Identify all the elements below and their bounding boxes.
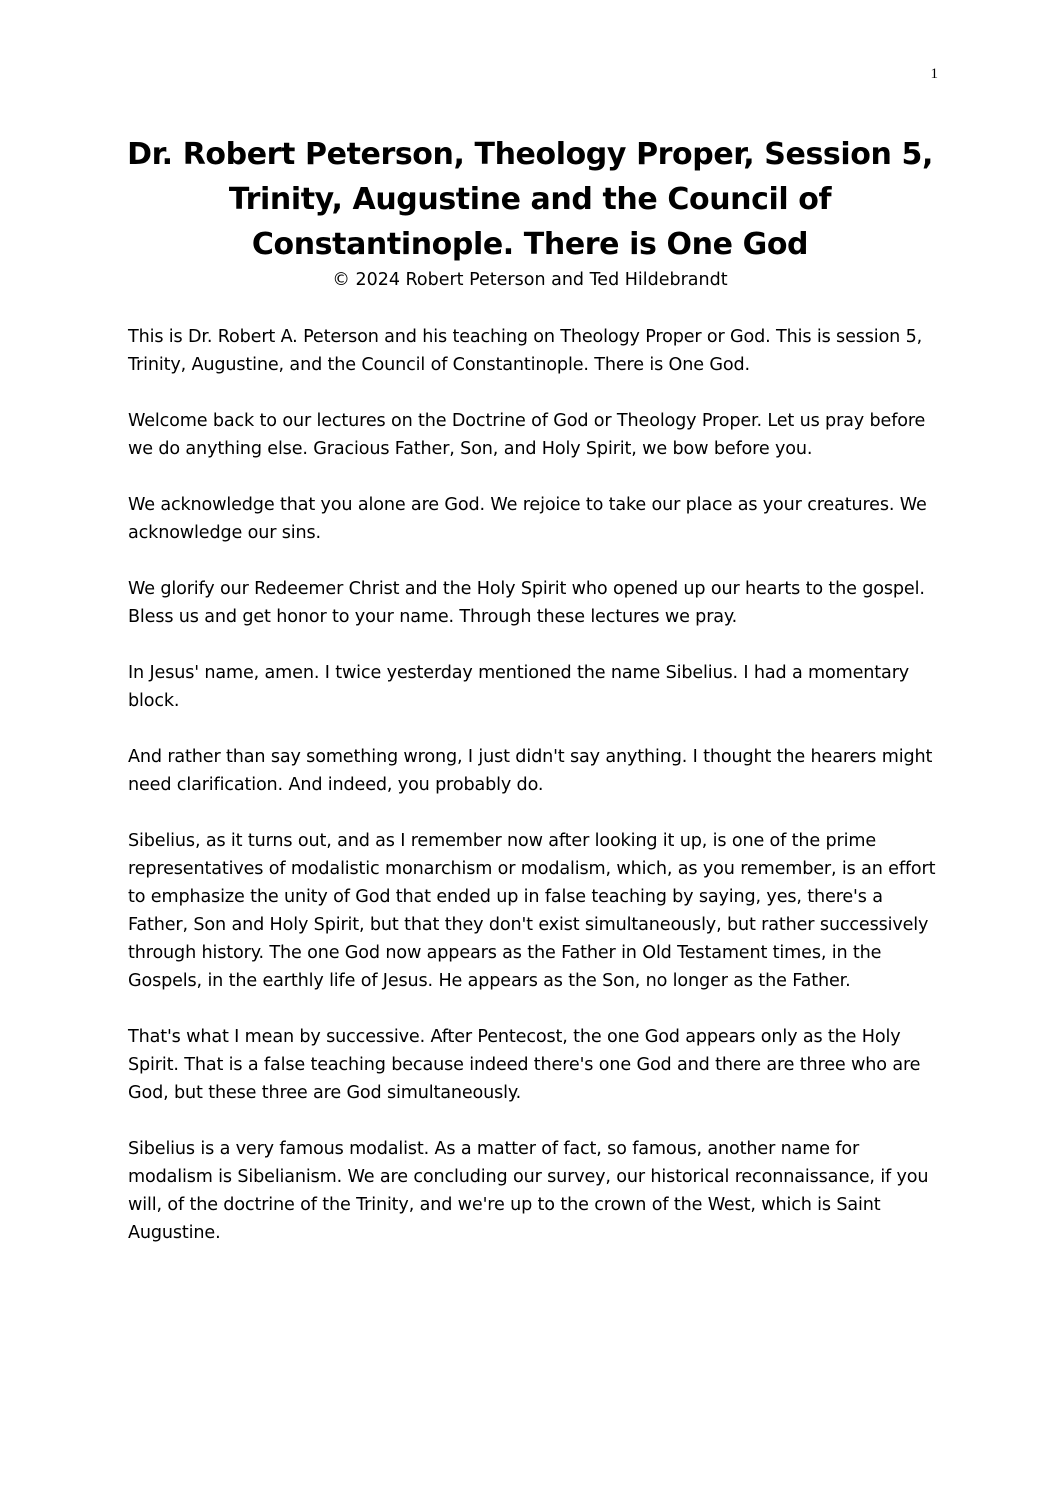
paragraph: This is Dr. Robert A. Peterson and his teaching on Theology Proper or God. This is session 5, Trinity, Augustine, and the Council of Constantinople. There is One God.: [128, 327, 923, 375]
body-text: [128, 323, 938, 1275]
title-block: [100, 132, 960, 293]
page-number: 1: [930, 66, 938, 82]
title-line: Dr. Robert Peterson, Theology Proper, Session 5,: [127, 137, 933, 172]
title-line: Constantinople. There is One God: [251, 227, 809, 262]
paragraph: Welcome back to our lectures on the Doctrine of God or Theology Proper. Let us pray before we do anything else. Gracious Father, Son, and Holy Spirit, we bow before you.: [128, 411, 926, 459]
paragraph: And rather than say something wrong, I just didn't say anything. I thought the hearers might need clarification. And indeed, you probably do.: [128, 747, 933, 795]
title-line: Trinity, Augustine and the Council of: [228, 182, 832, 217]
paragraph: Sibelius is a very famous modalist. As a matter of fact, so famous, another name for modalism is Sibelianism. We are concluding our survey, our historical reconnaissance, if you will, of the doctrine of the Trinity, and we're up to the crown of the West, which is Saint Augustine.: [128, 1139, 929, 1243]
paragraph: In Jesus' name, amen. I twice yesterday mentioned the name Sibelius. I had a momentary block.: [128, 663, 910, 711]
paragraph: We glorify our Redeemer Christ and the Holy Spirit who opened up our hearts to the gospel. Bless us and get honor to your name. Through these lectures we pray.: [128, 579, 925, 627]
document-title: [100, 132, 960, 267]
paragraph: We acknowledge that you alone are God. We rejoice to take our place as your creatures. We acknowledge our sins.: [128, 495, 927, 543]
copyright-line: © 2024 Robert Peterson and Ted Hildebrandt: [332, 270, 728, 290]
paragraph: Sibelius, as it turns out, and as I remember now after looking it up, is one of the prime representatives of modalistic monarchism or modalism, which, as you remember, is an effort to emphasize the unity of God that ended up in false teaching by saying, yes, there's a Father, Son and Holy Spirit, but that they don't exist simultaneously, but rather successively through history. The one God now appears as the Father in Old Testament times, in the Gospels, in the earthly life of Jesus. He appears as the Son, no longer as the Father.: [128, 831, 936, 991]
paragraph: That's what I mean by successive. After Pentecost, the one God appears only as the Holy Spirit. That is a false teaching because indeed there's one God and there are three who are God, but these three are God simultaneously.: [128, 1027, 921, 1103]
